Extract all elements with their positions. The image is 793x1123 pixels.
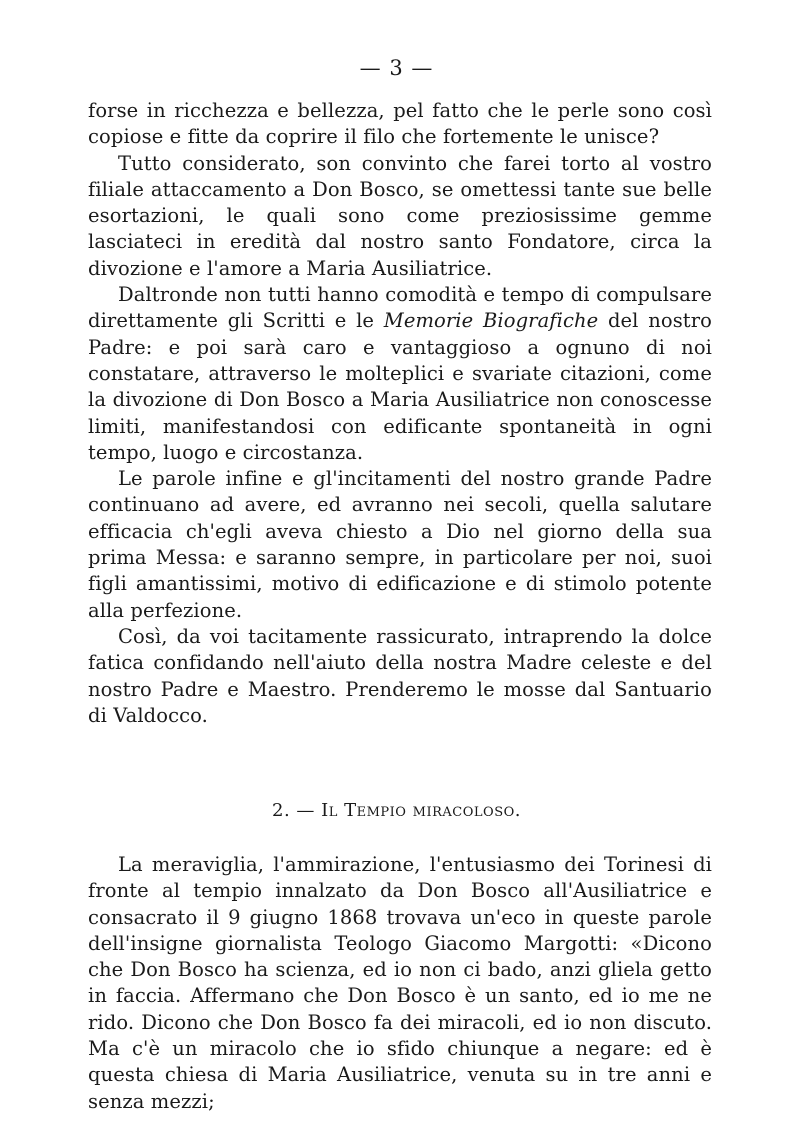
body-text-top [88,98,712,729]
paragraph-text: del nostro Padre: e poi sarà caro e vantaggioso a ognuno di noi constatare, attraverso le molteplici e svariate citazioni, come la divozione di Don Bosco a Maria Ausiliatrice non conoscesse limiti, manifestandosi con edificante spontaneità in ogni tempo, luogo e circostanza. [88,309,712,464]
section-title: Il Tempio miracoloso. [321,800,521,821]
paragraph: La meraviglia, l'ammirazione, l'entusiasmo dei Torinesi di fronte al tempio innalzato da Don Bosco all'Ausiliatrice e consacrato il 9 giugno 1868 trovava un'eco in queste parole dell'insigne giornalista Teologo Giacomo Margotti: «Dicono che Don Bosco ha scienza, ed io non ci bado, anzi gliela getto in faccia. Affermano che Don Bosco è un santo, ed io me ne rido. Dicono che Don Bosco fa dei miracoli, ed io non discuto. Ma c'è un miracolo che io sfido chiunque a negare: ed è questa chiesa di Maria Ausiliatrice, venuta su in tre anni e senza mezzi; [88,853,712,1113]
paragraph: Così, da voi tacitamente rassicurato, intraprendo la dolce fatica confidando nell'aiuto della nostra Madre celeste e del nostro Padre e Maestro. Prenderemo le mosse dal Santuario di Valdocco. [88,624,712,727]
paragraph-continuation: forse in ricchezza e bellezza, pel fatto che le perle sono così copiose e fitte da coprire il filo che fortemente le unisce? [88,99,712,149]
body-text-bottom [88,852,712,1115]
paragraph-text: Daltronde non tutti hanno comodità e tempo di compulsare direttamente gli Scritti e le [88,283,712,333]
page-number: — 3 — [359,56,434,80]
section-heading [0,800,793,821]
paragraph: Le parole infine e gl'incitamenti del nostro grande Padre continuano ad avere, ed avranno nei secoli, quella salutare efficacia ch'egli aveva chiesto a Dio nel giorno della sua prima Messa: e saranno sempre, in particolare per noi, suoi figli amantissimi, motivo di edificazione e di stimolo potente alla perfezione. [88,467,712,622]
paragraph-with-italic [88,282,712,466]
section-number: 2. — [272,800,315,821]
italic-title: Memorie Biografiche [383,309,599,333]
paragraph: Tutto considerato, son convinto che farei torto al vostro filiale attaccamento a Don Bosco, se omettessi tante sue belle esortazioni, le quali sono come preziosissime gemme lasciateci in eredità dal nostro santo Fondatore, circa la divozione e l'amore a Maria Ausiliatrice. [88,151,712,280]
